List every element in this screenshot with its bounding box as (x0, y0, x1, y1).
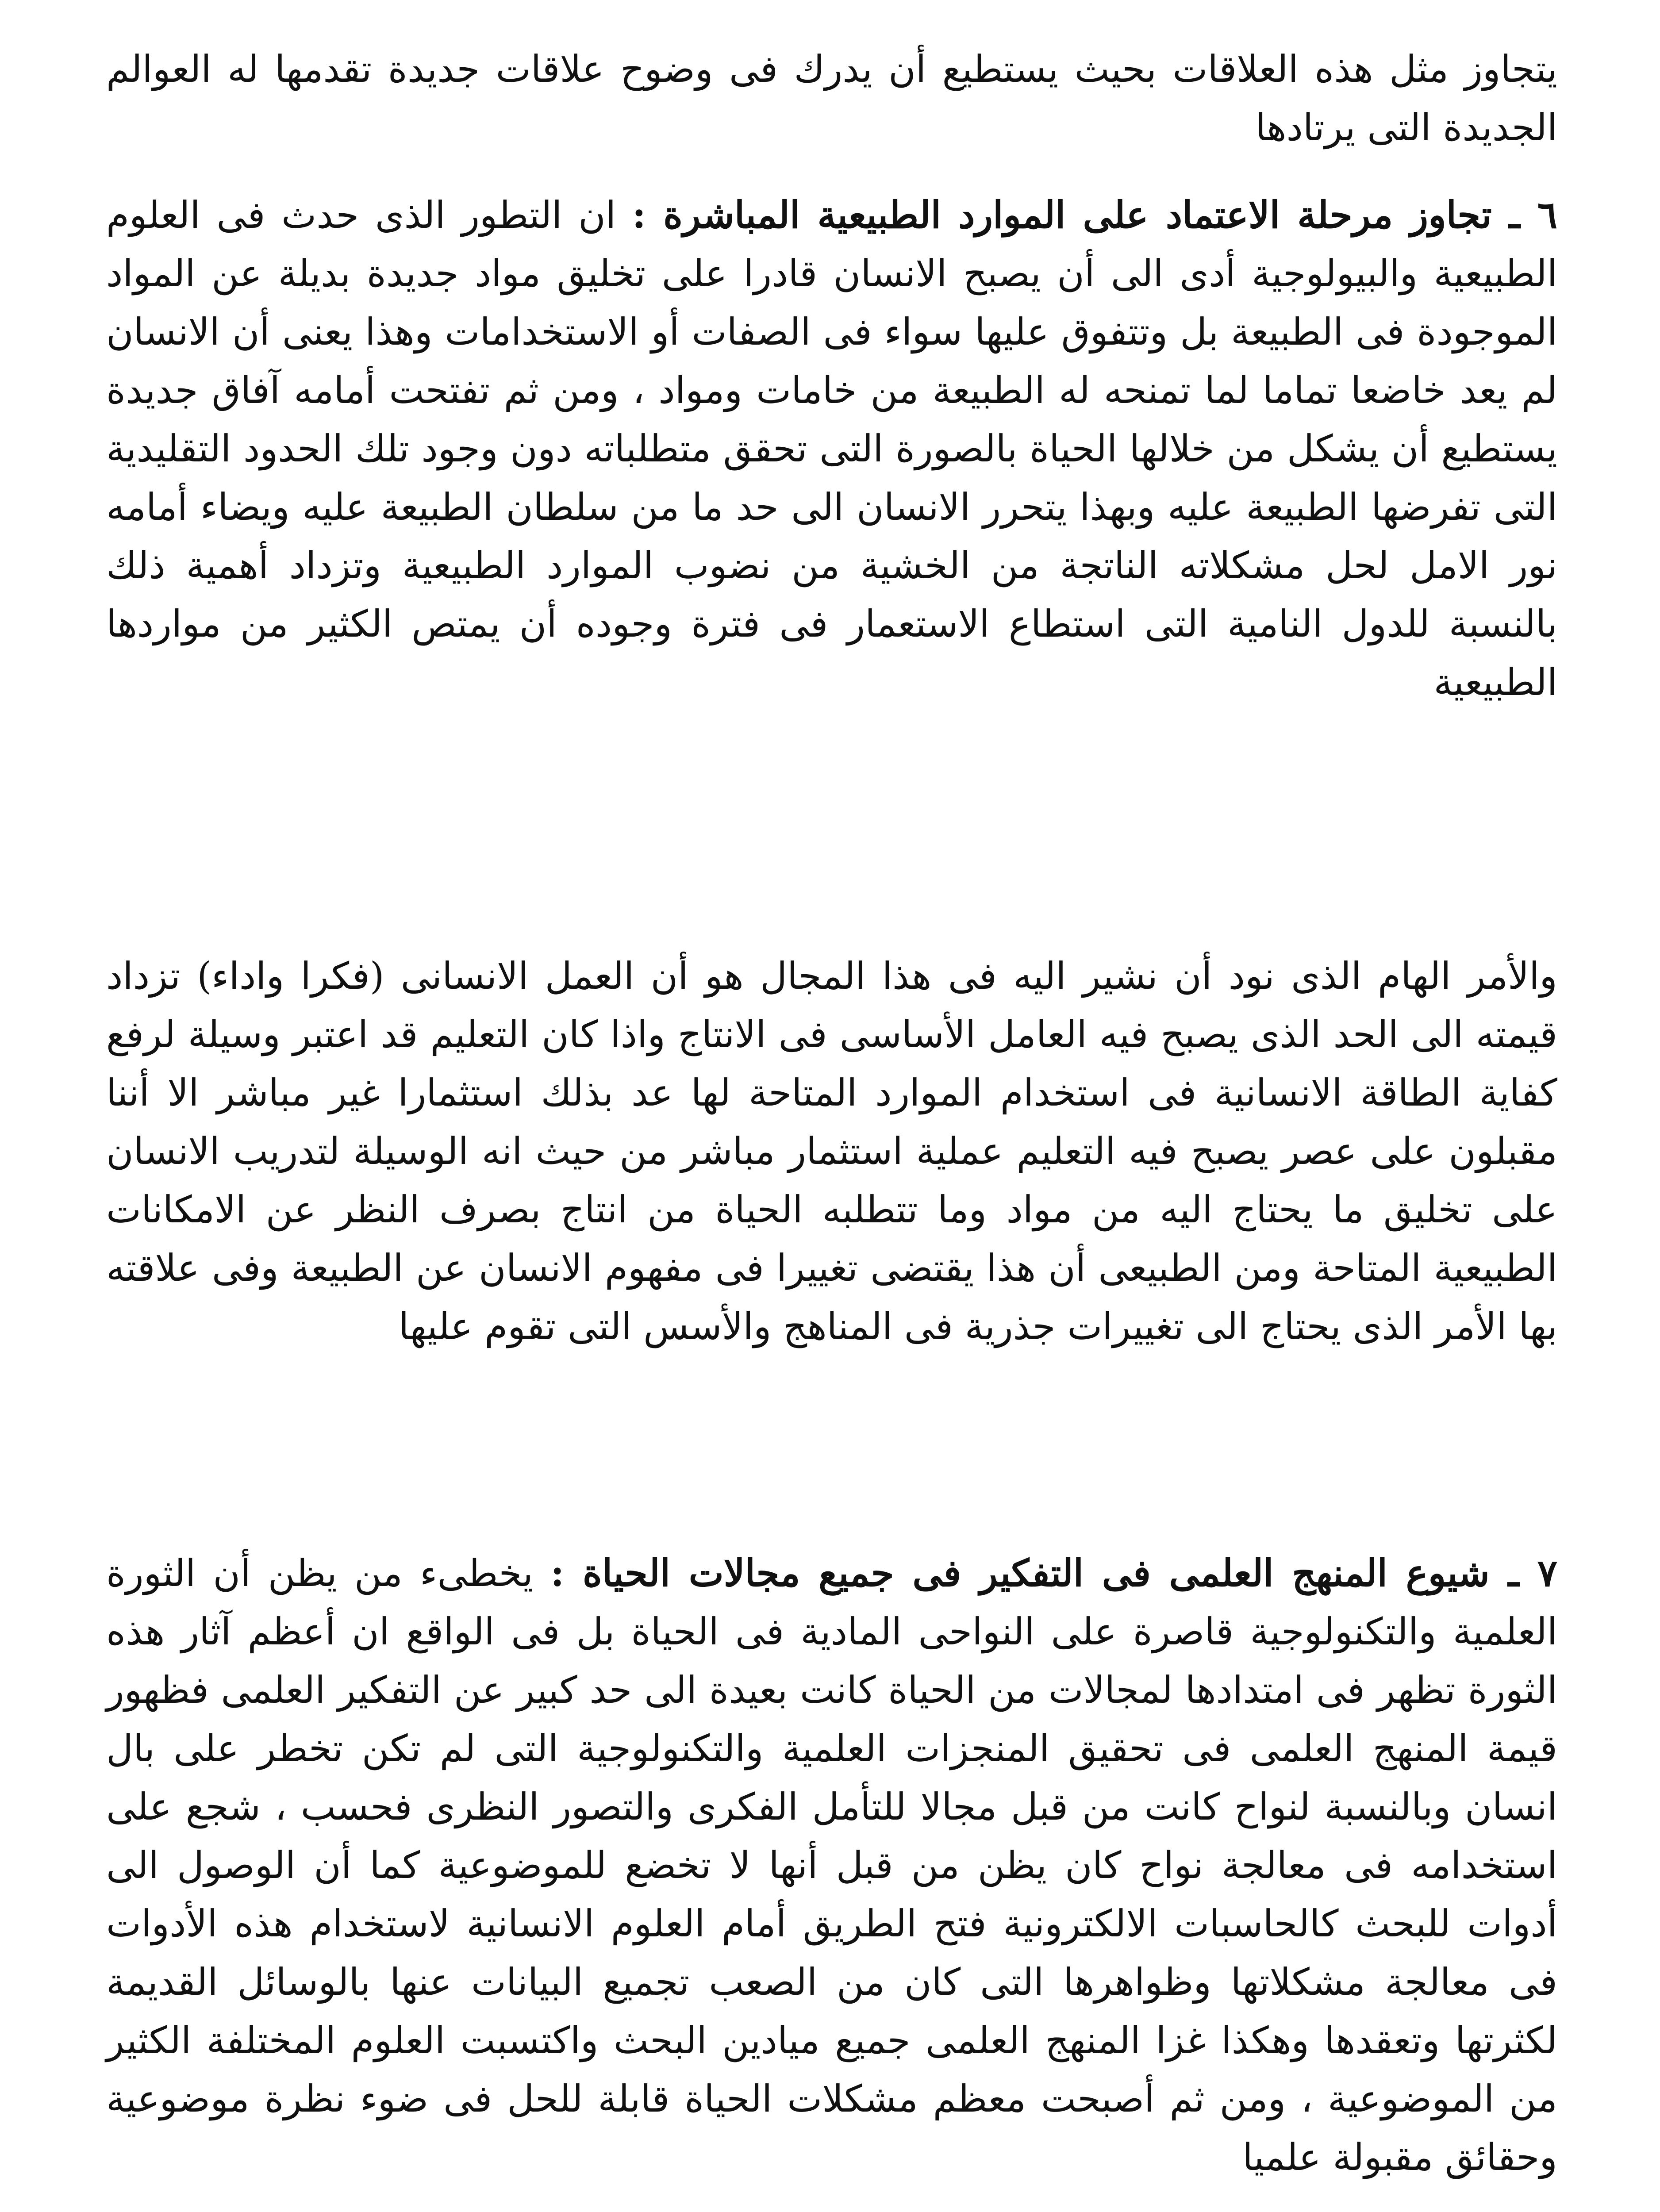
section-7-body: يخطىء من يظن أن الثورة العلمية والتكنولوجية قاصرة على النواحى المادية فى الحياة بل فى الواقع ان أعظم آثار هذه الثورة تظهر فى امتدادها لمجالات من الحياة كانت بعيدة الى حد كبير عن التفكير العلمى فظهور قيمة المنهج العلمى فى تحقيق المنجزات العلمية والتكنولوجية التى لم تكن تخطر على بال انسان وبالنسبة لنواح كانت من قبل مجالا للتأمل الفكرى والتصور النظرى فحسب ، شجع على استخدامه فى معالجة نواح كان يظن من قبل أنها لا تخضع للموضوعية كما أن الوصول الى أدوات للبحث كالحاسبات الالكترونية فتح الطريق أمام العلوم الانسانية لاستخدام هذه الأدوات فى معالجة مشكلاتها وظواهرها التى كان من الصعب تجميع البيانات عنها بالوسائل القديمة لكثرتها وتعقدها وهكذا غزا المنهج العلمى جميع ميادين البحث واكتسبت العلوم المختلفة الكثير من الموضوعية ، ومن ثم أصبحت معظم مشكلات الحياة قابلة للحل فى ضوء نظرة موضوعية وحقائق مقبولة علميا (106, 1551, 1557, 2179)
body-paragraph-2 (106, 947, 1557, 1356)
intro-text: يتجاوز مثل هذه العلاقات بحيث يستطيع أن يدرك فى وضوح علاقات جديدة تقدمها له العوالم الجديدة التى يرتادها (106, 47, 1557, 149)
section-6-heading: ٦ ـ تجاوز مرحلة الاعتماد على الموارد الطبيعية المباشرة : (632, 193, 1557, 237)
paragraph-2-text: والأمر الهام الذى نود أن نشير اليه فى هذا المجال هو أن العمل الانسانى (فكرا واداء) تزداد قيمته الى الحد الذى يصبح فيه العامل الأساسى فى الانتاج واذا كان التعليم قد اعتبر وسيلة لرفع كفاية الطاقة الانسانية فى استخدام الموارد المتاحة لها عد بذلك استثمارا غير مباشر الا أننا مقبلون على عصر يصبح فيه التعليم عملية استثمار مباشر من حيث انه الوسيلة لتدريب الانسان على تخليق ما يحتاج اليه من مواد وما تتطلبه الحياة من انتاج بصرف النظر عن الامكانات الطبيعية المتاحة ومن الطبيعى أن هذا يقتضى تغييرا فى مفهوم الانسان عن الطبيعة وفى علاقته بها الأمر الذى يحتاج الى تغييرات جذرية فى المناهج والأسس التى تقوم عليها (106, 954, 1557, 1348)
section-7 (106, 1544, 1557, 2186)
section-6 (106, 186, 1557, 711)
intro-paragraph (106, 40, 1557, 157)
section-6-body: ان التطور الذى حدث فى العلوم الطبيعية والبيولوجية أدى الى أن يصبح الانسان قادرا على تخليق مواد جديدة بديلة عن المواد الموجودة فى الطبيعة بل وتتفوق عليها سواء فى الصفات أو الاستخدامات وهذا يعنى أن الانسان لم يعد خاضعا تماما لما تمنحه له الطبيعة من خامات ومواد ، ومن ثم تفتحت أمامه آفاق جديدة يستطيع أن يشكل من خلالها الحياة بالصورة التى تحقق متطلباته دون وجود تلك الحدود التقليدية التى تفرضها الطبيعة عليه وبهذا يتحرر الانسان الى حد ما من سلطان الطبيعة عليه ويضاء أمامه نور الامل لحل مشكلاته الناتجة من الخشية من نضوب الموارد الطبيعية وتزداد أهمية ذلك بالنسبة للدول النامية التى استطاع الاستعمار فى فترة وجوده أن يمتص الكثير من مواردها الطبيعية (106, 193, 1557, 704)
section-7-paragraph (106, 1544, 1557, 2186)
section-6-paragraph (106, 186, 1557, 711)
section-7-heading: ٧ ـ شيوع المنهج العلمى فى التفكير فى جميع مجالات الحياة : (550, 1551, 1558, 1595)
